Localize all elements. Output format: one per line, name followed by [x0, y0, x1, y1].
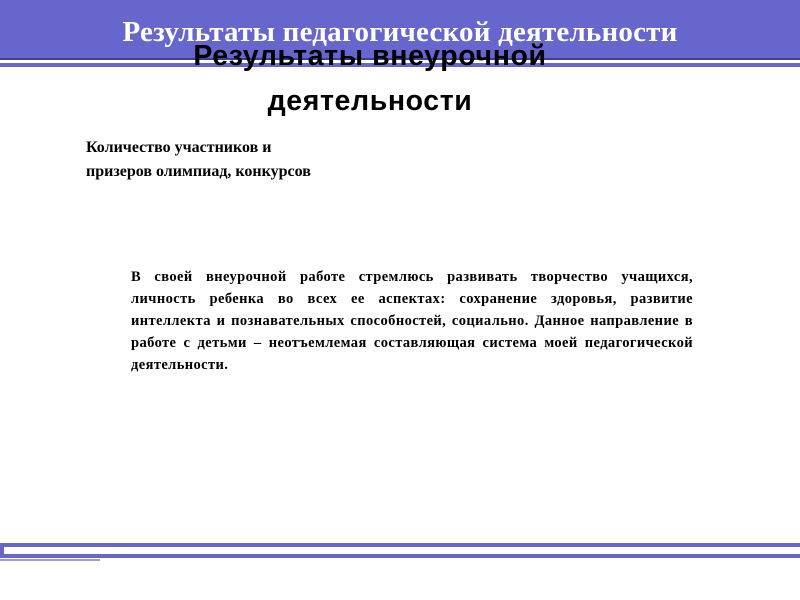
caption-text: Количество участников и призеров олимпиад, конкурсов [86, 139, 311, 180]
header-title: Результаты педагогической деятельности [122, 16, 678, 48]
slide-title: Результаты внеурочной деятельности [193, 40, 547, 117]
footer-accent-line [0, 559, 100, 561]
body-paragraph: В своей внеурочной работе стремлюсь развивать творчество учащихся, личность ребенка во всех ее аспектах: сохранение здоровья, развитие интеллекта и познавательных способностей, социально. Данное направление в работе с детьми – неотъемлемая составляющая система моей педагогической деятельности. [131, 269, 693, 373]
footer-inner-stripe [4, 547, 800, 554]
